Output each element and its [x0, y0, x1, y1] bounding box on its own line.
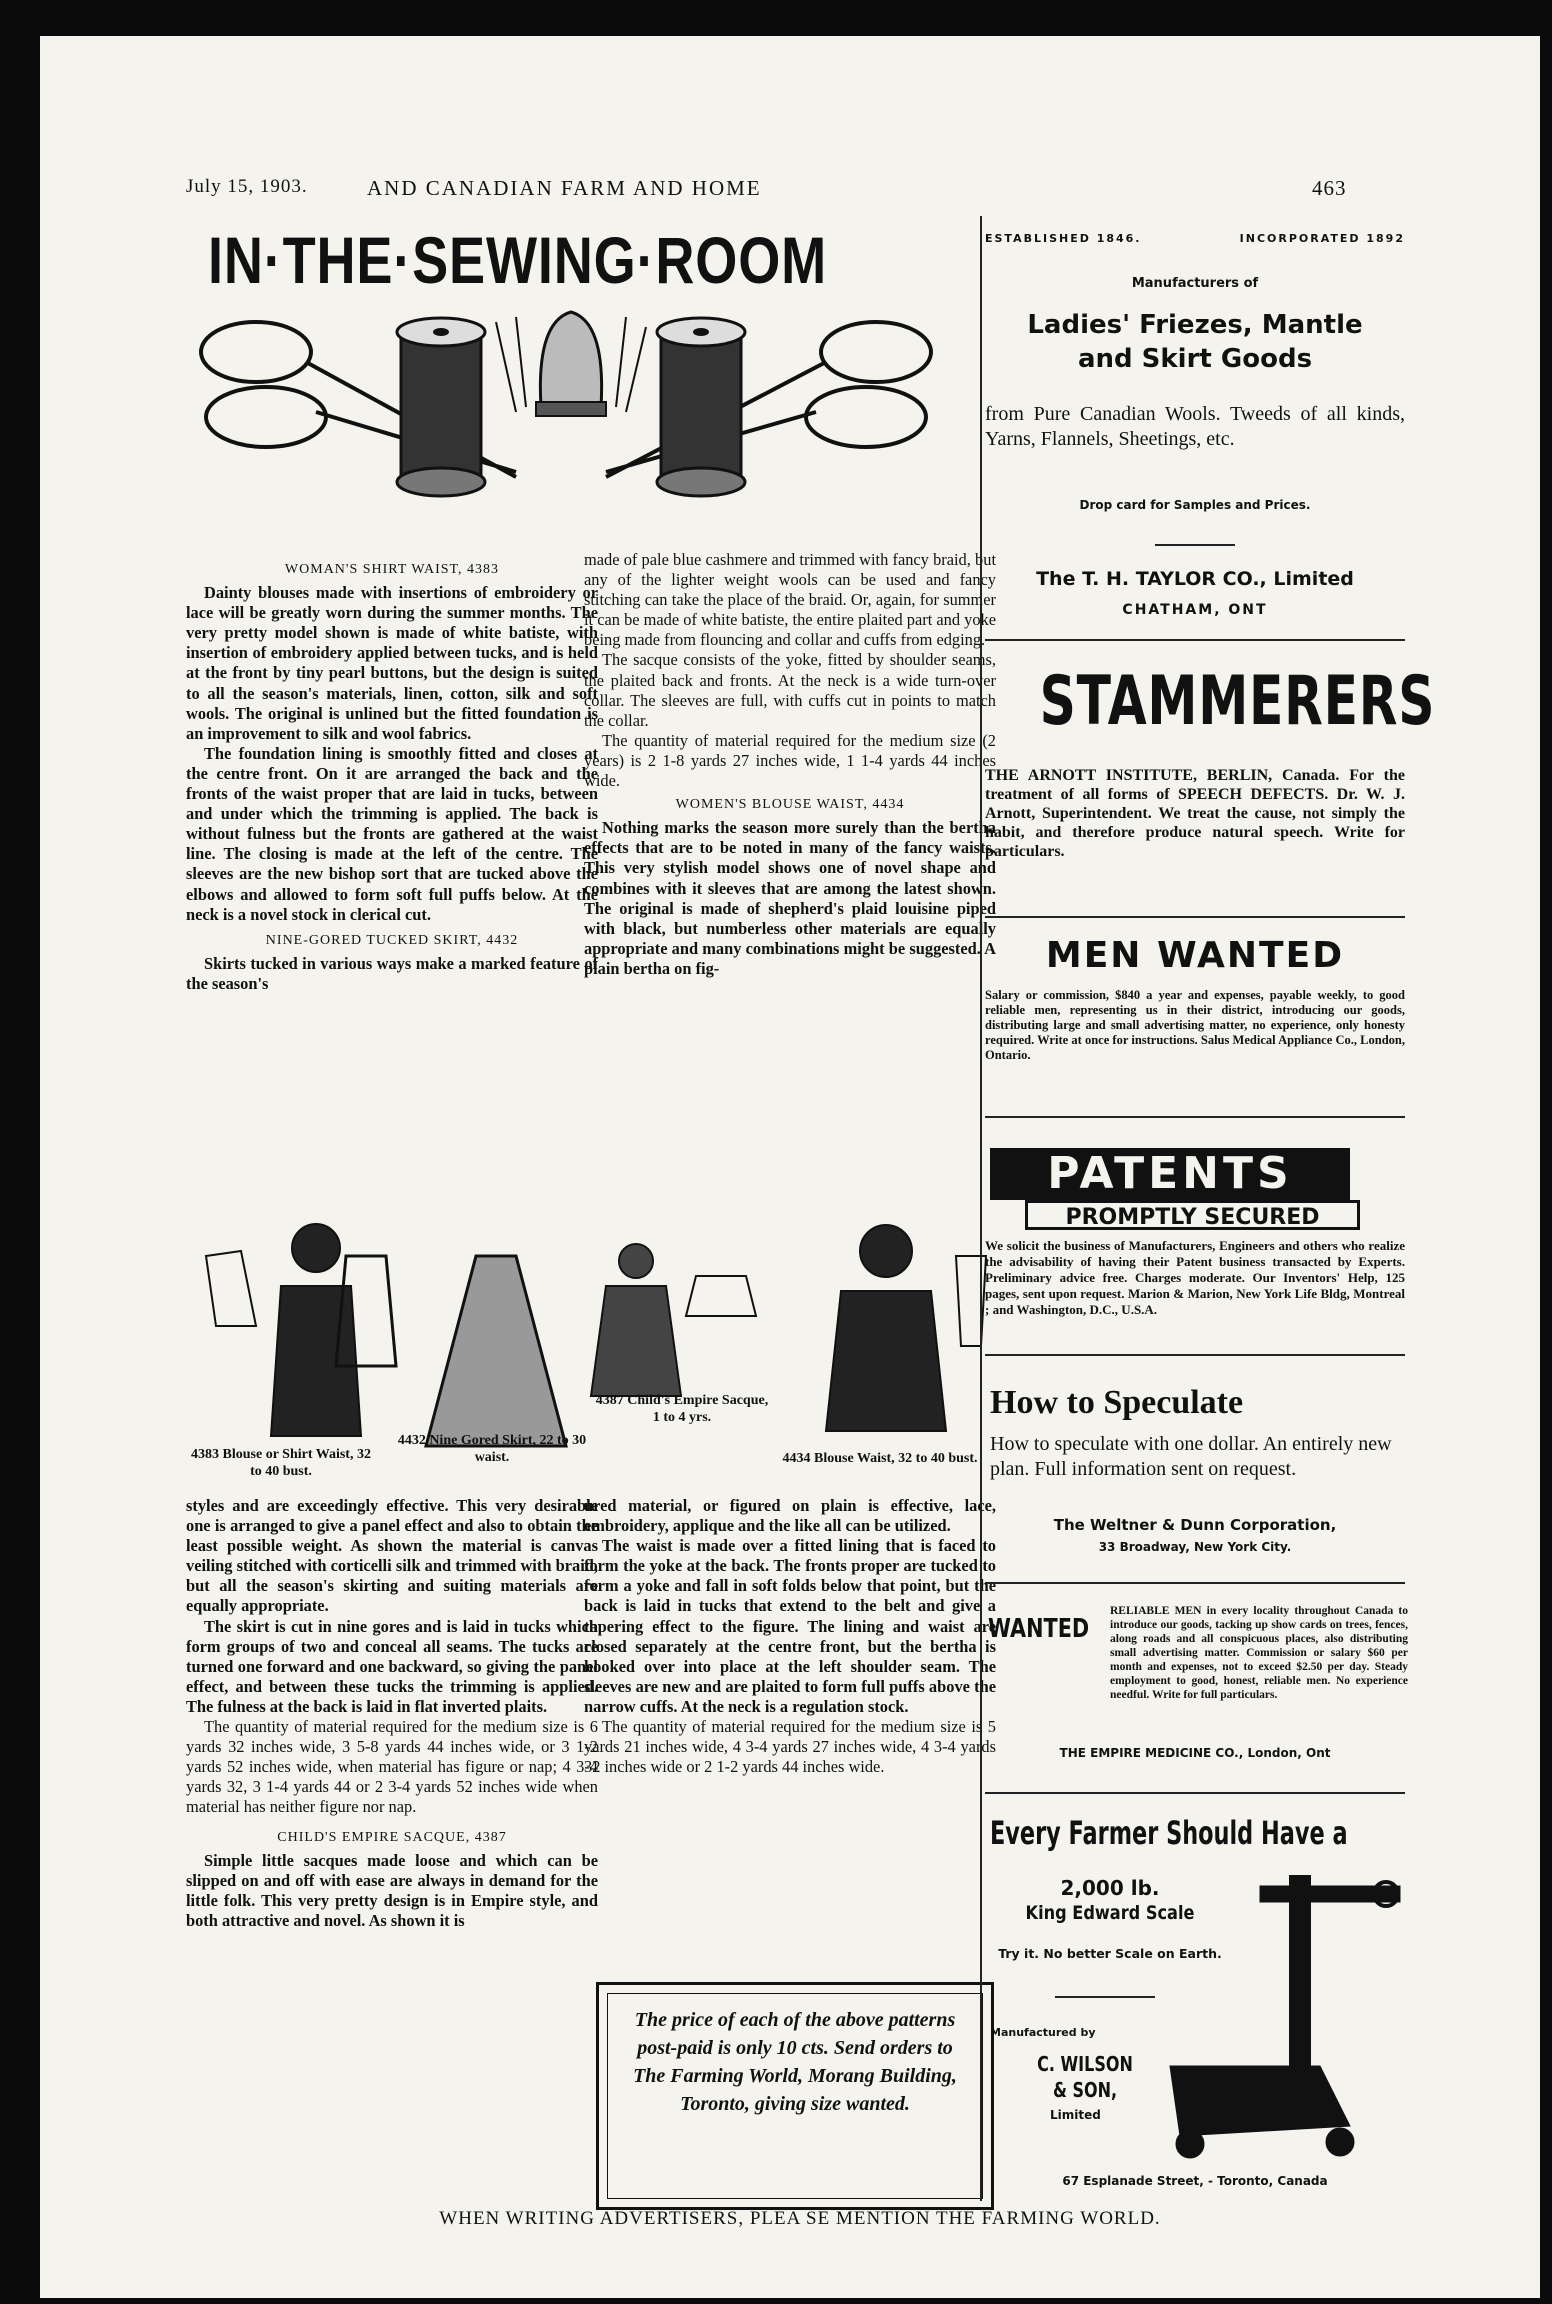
ad-patents-banner: PATENTS	[990, 1148, 1350, 1200]
article-paragraph: Nothing marks the season more surely than the bertha effects that are to be noted in many of the fancy waists. This very stylish model shows one of novel shape and combines with it sleeves that are among the latest shown. The original is made of shepherd's plaid louisine piped with black, but numberless other materials are equally appropriate and many combinations might be suggested. A plain bertha on fig-	[584, 818, 996, 978]
ad-speculate-title: How to Speculate	[990, 1384, 1244, 1421]
article-heading: CHILD'S EMPIRE SACQUE, 4387	[277, 1829, 507, 1845]
article-paragraph: The quantity of material required for the medium size (2 years) is 2 1-8 yards 27 inches wide, 1 1-4 yards 44 inches wide.	[584, 730, 996, 791]
article-column-4	[584, 1496, 996, 2016]
article-heading: WOMAN'S SHIRT WAIST, 4383	[284, 562, 500, 577]
child-sacque-figure-icon	[591, 1244, 756, 1396]
header-date: July 15, 1903.	[186, 176, 308, 197]
sewing-banner-illustration	[186, 302, 946, 514]
ad-incorporated: INCORPORATED 1892	[1239, 232, 1405, 245]
article-paragraph: Simple little sacques made loose and which can be slipped on and off with ease are always in demand for the little folk. This very pretty design is in Empire style, and both attractive and novel. As shown it is	[186, 1850, 598, 1930]
page-number: 463	[1312, 176, 1347, 200]
ad-empire-medicine: THE EMPIRE MEDICINE CO., London, Ont	[1059, 1746, 1331, 1760]
section-title: IN·THE·SEWING·ROOM	[208, 223, 828, 297]
ad-men-wanted-text: Salary or commission, $840 a year and expenses, payable weekly, to good reliable men, representing us in their district, introducing our goods, distributing large and small advertising matter, no experience, only honesty required. Write at once for instructions. Salus Medical Appliance Co., London, Ontario.	[985, 988, 1405, 1062]
ad-wanted-title: WANTED	[988, 1614, 1090, 1644]
article-paragraph: The skirt is cut in nine gores and is laid in tucks which form groups of two and conceal all seams. The tucks are turned one forward and one backward, so giving the panel effect, and between these tucks the trimming is applied. The fulness at the back is laid in flat inverted plaits.	[186, 1616, 598, 1716]
article-heading: NINE-GORED TUCKED SKIRT, 4432	[265, 932, 519, 948]
ad-stammerers-text: THE ARNOTT INSTITUTE, BERLIN, Canada. For the treatment of all forms of SPEECH DEFECTS. Dr. W. J. Arnott, Superintendent. We treat the cause, not simply the habit, and therefore produce natural speech. Write for particulars.	[985, 767, 1405, 860]
article-paragraph: styles and are exceedingly effective. This very desirable one is arranged to give a panel effect and also to obtain the least possible weight. As shown the material is canvas veiling stitched with corticelli silk and trimmed with braid, but all the season's skirting and suiting materials are equally appropriate.	[186, 1496, 598, 1616]
scissor-handle-left-icon	[201, 322, 311, 382]
ad-wilson-son: & SON,	[1052, 2078, 1118, 2102]
ad-speculate-text: How to speculate with one dollar. An entirely new plan. Full information sent on request.	[990, 1433, 1392, 1480]
thread-spool-left-icon	[397, 318, 485, 496]
article-column-1	[186, 556, 598, 1206]
column-divider	[980, 216, 982, 2201]
figure-caption: 4432 Nine Gored Skirt, 22 to 30 waist.	[397, 1433, 587, 1465]
ad-weltner: The Weltner & Dunn Corporation,	[1053, 1516, 1337, 1534]
page-footer: WHEN WRITING ADVERTISERS, PLEA SE MENTION THE FARMING WORLD.	[439, 2208, 1161, 2229]
ad-esplanade: 67 Esplanade Street, - Toronto, Canada	[1062, 2174, 1328, 2188]
article-paragraph: The quantity of material required for the medium size is 5 yards 21 inches wide, 4 3-4 yards 27 inches wide, 4 3-4 yards 32 inches wide or 2 1-2 yards 44 inches wide.	[584, 1717, 996, 1777]
article-paragraph: ured material, or figured on plain is effective, lace, embroidery, applique and the like all can be utilized.	[584, 1496, 996, 1536]
ad-wilson: C. WILSON	[1037, 2052, 1133, 2076]
blouse-waist-figure-icon	[826, 1225, 986, 1431]
ad-wanted-text: RELIABLE MEN in every locality throughout Canada to introduce our goods, tacking up show cards on trees, fences, along roads and all conspicuous places, also distributing small advertising matter. Commission or salary $60 per month and expenses, not to exceed $2.50 per day. Steady employment to good, honest, reliable men. No experience needful. Write for full particulars.	[1110, 1605, 1408, 1701]
platform-scale-icon	[1150, 1866, 1405, 2166]
skirt-figure-icon	[336, 1256, 566, 1446]
ad-established: ESTABLISHED 1846.	[985, 232, 1142, 245]
ad-stammerers-title: STAMMERERS	[1039, 662, 1436, 741]
article-heading: WOMEN'S BLOUSE WAIST, 4434	[675, 797, 905, 813]
figure-caption: 4434 Blouse Waist, 32 to 40 bust.	[782, 1451, 978, 1466]
price-box	[596, 1982, 994, 2210]
thread-spool-right-icon	[657, 318, 745, 496]
scissor-handle-right-icon	[821, 322, 931, 382]
ad-limited: Limited	[1050, 2108, 1101, 2122]
article-paragraph: The quantity of material required for the medium size is 6 yards 32 inches wide, 3 5-8 yards 44 inches wide, or 3 1-2 yards 52 inches wide, when material has figure or nap; 4 3-4 yards 32, 3 1-4 yards 44 or 2 3-4 yards 52 inches wide when material has neither figure nor nap.	[186, 1717, 598, 1817]
article-paragraph: The foundation lining is smoothly fitted and closes at the centre front. On it are arranged the back and the fronts of the waist proper that are laid in tucks, between and under which the trimming is applied. The back is without fulness but the fronts are gathered at the waist line. The closing is made at the left of the centre. The sleeves are the new bishop sort that are tucked above the elbows and allowed to form soft full puffs below. At the neck is a novel stock in clerical cut.	[186, 743, 598, 924]
article-paragraph: The waist is made over a fitted lining that is faced to form the yoke at the back. The fronts proper are tucked to form a yoke and fall in soft folds below that point, but the back is laid in tucks that extend to the belt and give a tapering effect to the figure. The lining and waist are closed separately at the centre front, but the bertha is hooked over into place at the left shoulder seam. The sleeves are new and are plaited to form full puffs above the narrow cuffs. At the neck is a regulation stock.	[584, 1536, 996, 1716]
header-title: AND CANADIAN FARM AND HOME	[367, 176, 762, 200]
newspaper-page	[40, 36, 1540, 2298]
thimble-icon	[536, 312, 606, 416]
ad-taylor: The T. H. TAYLOR CO., Limited	[1036, 568, 1354, 590]
ad-chatham: CHATHAM, ONT	[1122, 602, 1268, 618]
article-paragraph: made of pale blue cashmere and trimmed with fancy braid, but any of the lighter weight wools can be used and fancy stitching can take the place of the braid. Or, again, for summer it can be made of white batiste, the entire plaited part and yoke being made from flouncing and collar and cuffs from edging.	[584, 550, 996, 650]
ad-weltner-address: 33 Broadway, New York City.	[1098, 1540, 1292, 1554]
ad-scale-name: King Edward Scale	[1025, 1902, 1195, 1924]
figure-caption: 4383 Blouse or Shirt Waist, 32 to 40 bust.	[191, 1447, 371, 1479]
article-paragraph: Skirts tucked in various ways make a marked feature of the season's	[186, 953, 598, 993]
ad-wools: from Pure Canadian Wools. Tweeds of all kinds, Yarns, Flannels, Sheetings, etc.	[985, 403, 1405, 450]
article-column-2	[584, 550, 996, 1206]
article-paragraph: Dainty blouses made with insertions of embroidery or lace will be greatly worn during the summer months. The very pretty model shown is made of white batiste, with insertion of embroidery applied between tucks, and is held at the front by tiny pearl buttons, but the design is suited to all the season's materials, linen, cotton, silk and soft wools. The original is unlined but the fitted foundation is an improvement to silk and wool fabrics.	[186, 583, 598, 743]
ad-promptly-secured: PROMPTLY SECURED	[1025, 1200, 1360, 1230]
ad-drop-card: Drop card for Samples and Prices.	[1079, 498, 1311, 512]
ad-men-wanted-title: MEN WANTED	[1045, 935, 1345, 976]
article-paragraph: The sacque consists of the yoke, fitted by shoulder seams, the plaited back and fronts. At the neck is a wide turn-over collar. The sleeves are full, with cuffs cut in points to match the collar.	[584, 650, 996, 730]
figure-caption: 4387 Child's Empire Sacque, 1 to 4 yrs.	[595, 1393, 769, 1425]
ad-patents-text: We solicit the business of Manufacturers, Engineers and others who realize the advisability of having their Patent business transacted by Experts. Preliminary advice free. Charges moderate. Our Inventors' Help, 125 pages, sent upon request. Marion & Marion, New York Life Bldg, Montreal ; and Washington, D.C., U.S.A.	[985, 1238, 1405, 1317]
ad-friezes: Ladies' Friezes, Mantle and Skirt Goods	[1027, 310, 1363, 374]
article-column-3	[186, 1496, 598, 2216]
ad-scale-try: Try it. No better Scale on Earth.	[998, 1946, 1222, 1961]
ad-farmer-title: Every Farmer Should Have a	[990, 1814, 1348, 1852]
price-box-text: The price of each of the above patterns post-paid is only 10 cts. Send orders to The Farming World, Morang Building, Toronto, giving size wanted.	[607, 1993, 983, 2199]
ad-manufacturers: Manufacturers of	[1131, 276, 1259, 291]
blouse-figure-icon	[206, 1224, 361, 1436]
ad-scale-weight: 2,000 lb.	[1060, 1876, 1160, 1900]
ad-manufactured-by: Manufactured by	[990, 2026, 1096, 2039]
